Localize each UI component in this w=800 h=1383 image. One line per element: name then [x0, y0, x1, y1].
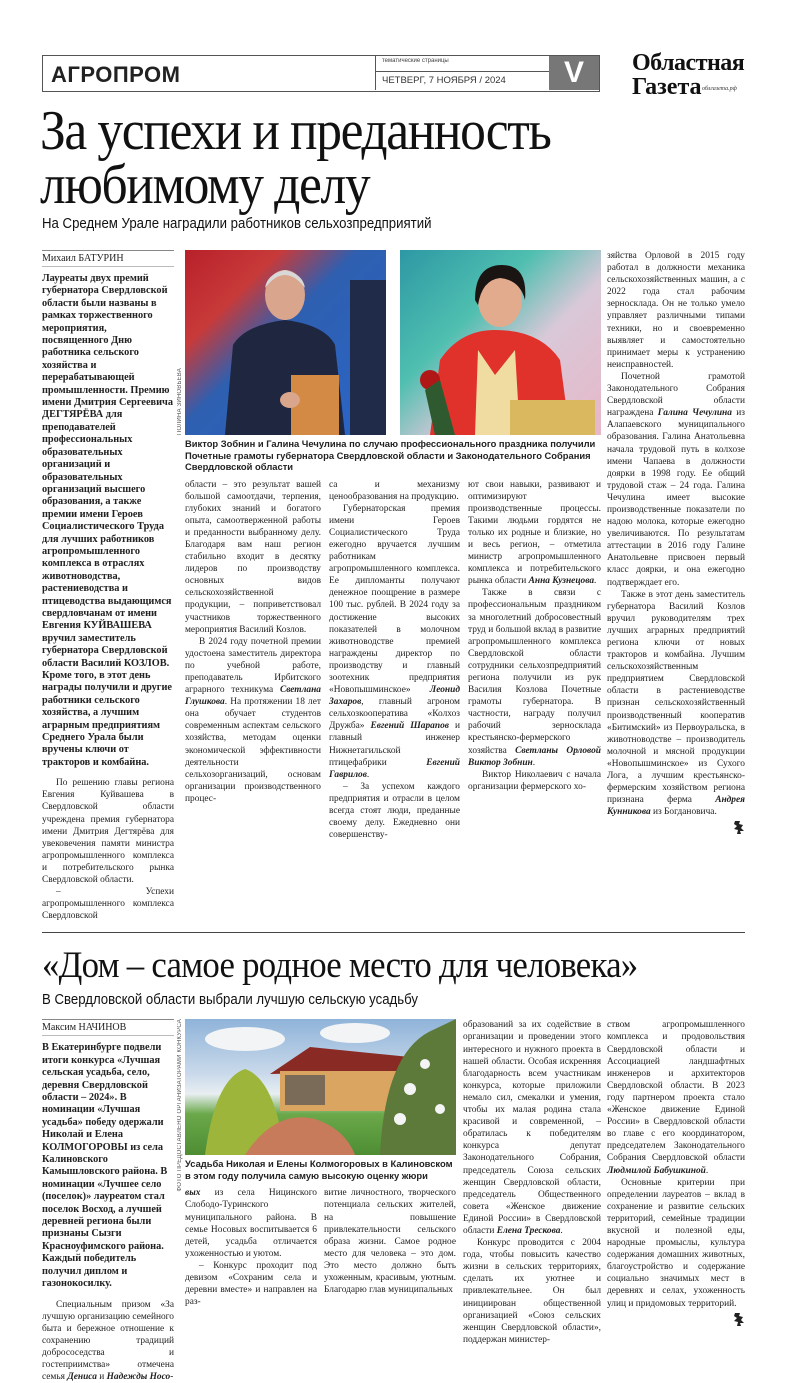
person-name: Дениса	[67, 1372, 97, 1382]
article1-column-1	[42, 777, 174, 922]
text-segment: .	[367, 770, 369, 780]
text-segment: ют свои навыки, развивают и оптимизируют производственные процессы. Такими людьми гордятся не только их родные и близкие, но и весь регион, – отметила министр агропромышленного комплекса и потребительского рынка области	[468, 480, 601, 587]
article2-body	[42, 1019, 745, 1383]
text-segment: Также в связи с профессиональным праздником за многолетний добросовестный труд и большой вклад в развитие агропромышленного комплекса Свердловской области сотрудники сельхозпредприятий региона получили из рук Василия Козлова Почетные грамоты губернатора. В частности, награду получил рабочий зерносклада крестьянско-фермерского хозяйства	[468, 588, 601, 755]
heraldic-end-mark-icon	[733, 1312, 745, 1327]
lead-paragraph: Лауреаты двух премий губернатора Свердловской области были названы в рамках торжественного мероприятия, посвященного Дню работника сельского хозяйства и перерабатывающей промышленности. Премию имени Дмитрия Сергеевича ДЕГТЯРЁВА для преподавателей профессиональных образовательных организаций и образовательных организаций высшего образования, а также премии имени Героев Социалистического Труда для лучших работников агропромышленного комплекса в отраслях животноводства, растениеводства и птицеводства выдающимся свердловчанам от имени Евгения КУЙВАШЕВА вручил заместитель губернатора Свердловской области Василий КОЗЛОВ. Кроме того, в этот день награды получили и другие работники сельского хозяйства, а лучшим аграрным предприятиям Среднего Урала были вручены ключи от тракторов и комбайна.	[42, 273, 174, 769]
text-segment: Основные критерии при определении лауреатов – вклад в сохранение и развитие сельских территорий, семейные традиции вкусной и полезной еды, народные промыслы, культура содержания домашних животных, благоустройство и содержание социально значимых мест в деревнях и селах, ухоженность улиц и придомовых территорий.	[607, 1178, 745, 1309]
text-segment: области – это результат вашей большой самоотдачи, терпения, глубоких знаний и богатого опыта, самоотверженной работы и преданности выбранному делу. Благодаря вам наш регион стабильно входит в десятку лидеров по производству основных видов сельскохозяйственной продукции, – поприветствовал участников торжественного мероприятия Василий Козлов.	[185, 480, 321, 635]
text-segment: . На протяжении 18 лет она обучает студентов современным аспектам сельского хозяйства, методам оценки экономической эффективности деятельности сельхозорганизаций, основам организации производственного процес-	[185, 697, 321, 804]
page-letter: V	[549, 56, 599, 90]
paragraph	[42, 886, 174, 922]
paragraph	[329, 479, 460, 503]
article2-photo-caption: Усадьба Николая и Елены Колмогоровых в Калиновском в этом году получила самую высокую оценку жюри	[185, 1158, 456, 1181]
person-name: Андрея Кунникова	[607, 795, 745, 817]
paragraph	[468, 479, 601, 588]
article-divider	[42, 932, 745, 933]
article2-column-1	[42, 1299, 174, 1383]
person-name: Галина Чечулина	[658, 408, 732, 418]
text-segment: – Конкурс проходит под девизом «Сохраним села и деревни вместе» и направлен на раз-	[185, 1261, 317, 1307]
paragraph	[607, 1177, 745, 1310]
person-name: Светлана Глушкова	[185, 685, 321, 707]
text-segment: са и механизму ценообразования на продукцию.	[329, 480, 460, 502]
paragraph	[607, 1019, 745, 1176]
text-segment: По решению главы региона Евгения Куйвашева в Свердловской области учреждена премия губернатора имени Дмитрия Дегтярёва для увековечения памяти министра агропромышленного комплекса и потребительского рынка Свердловской области.	[42, 778, 174, 885]
person-name: Леонид Захаров	[329, 685, 460, 707]
article2-caption-wrap	[185, 1158, 456, 1181]
text-segment: – За успехом каждого предприятия и отрасли в целом всегда стоят люди, преданные своему делу. Ежедневно они совершенству-	[329, 782, 460, 840]
photo-kolmogorov-estate	[185, 1019, 456, 1155]
paragraph	[185, 636, 321, 805]
lead-paragraph: В Екатеринбурге подвели итоги конкурса «Лучшая сельская усадьба, село, деревня Свердловской области – 2024». В номинации «Лучшая усадьба» победу одержали Николай и Елена КОЛМОГОРОВЫ из села Калиновского Камышловского района. В номинации «Лучшее село (поселок)» лауреатом стал поселок Восход, а лучшей деревней региона были признаны Сызги Красноуфимского района. Каждый победитель получил диплом и газонокосилку.	[42, 1042, 174, 1290]
paragraph	[42, 1299, 174, 1383]
text-segment: Также в этот день заместитель губернатора Василий Козлов вручил руководителям трех лучших аграрных предприятий региона ключи от новых тракторов и комбайна. Лучшим сельскохозяйственным предприятием Свердловской области в растениеводстве признан сельскохозяйственный производственный кооператив «Битимский» из Первоуральска, в животноводстве – производитель молочной и мясной продукции «Новопышминское» из Сухого Лога, а лучшим крестьянско-фермерским хозяйством региона признана ферма	[607, 590, 745, 806]
text-segment: Виктор Николаевич с начала организации фермерского хо-	[468, 770, 601, 792]
article1-title-line2: любимому делу	[40, 158, 551, 212]
photo-illustration-woman	[400, 250, 601, 435]
article1-column-3	[329, 479, 460, 842]
paragraph	[607, 589, 745, 819]
article1-end-row	[607, 820, 745, 840]
article1-author: Михаил БАТУРИН	[42, 250, 174, 267]
article2-credit-cell	[174, 1019, 185, 1155]
header-info	[375, 56, 550, 90]
text-segment: ством агропромышленного комплекса и продовольствия Свердловской области и Ассоциацией ландшафтных инженеров и архитекторов Свердловской области. В 2023 году партнером проекта стало «Женское движение Единой России» в Свердловской области во главе с его координатором, председателем Законодательного Собрания Свердловской области	[607, 1020, 745, 1163]
person-name: Надежды Носо-	[107, 1372, 174, 1382]
text-segment: Специальным призом «За лучшую организацию семейного быта и бережное отношение к сохранению традиций добрососедства и гостеприимства» отмечена семья	[42, 1300, 174, 1383]
article1-caption-wrap	[185, 438, 601, 473]
article2-lead	[42, 1042, 174, 1290]
article1-column-2	[185, 479, 321, 806]
article1-photos	[185, 250, 601, 435]
text-segment: .	[560, 1226, 562, 1236]
article2-photo-credit: ФОТО ПРЕДОСТАВЛЕНО ОРГАНИЗАТОРАМИ КОНКУРСА	[177, 1019, 183, 1191]
section-rubric: АГРОПРОМ	[51, 62, 181, 88]
paragraph	[468, 769, 601, 793]
paragraph	[329, 781, 460, 841]
article1-title-line1: За успехи и преданность	[40, 104, 551, 158]
article2-column-5	[607, 1019, 745, 1309]
person-name: Елена Трескова	[497, 1226, 561, 1236]
newspaper-logo-line1: Областная	[632, 50, 744, 77]
text-segment: зяйства Орловой в 2015 году работал в должности механика сельскохозяйственных машин, а с 2022 года стал рабочим зерносклада. Он не только умело управляет различными типами техники, но и своевременно выявляет и самостоятельно принимает меры к устранению неисправностей.	[607, 251, 745, 370]
article1-lead	[42, 273, 174, 769]
article2-end-row	[607, 1312, 745, 1332]
article1-body	[42, 250, 745, 922]
article2-left-column	[42, 1019, 174, 1383]
article2-title: «Дом – самое родное место для человека»	[42, 945, 703, 987]
section-header	[42, 55, 600, 92]
text-segment: витие личностного, творческого потенциала сельских жителей, на повышение привлекательности сельского образа жизни. Самое родное место для человека – это дом. Это место должно быть ухоженным, красивым, уютным. Благодарю глав муниципальных	[324, 1188, 456, 1295]
person-name: Евгений Гаврилов	[329, 758, 460, 780]
person-name: Анна Кузнецова	[529, 576, 594, 586]
paragraph	[607, 371, 745, 589]
text-segment: и главный инженер Нижнетагильской птицефабрики	[329, 721, 460, 767]
text-segment: , главный агроном сельхозкооператива «Колхоз Дружба»	[329, 697, 460, 731]
person-name: вых	[185, 1188, 200, 1198]
person-name: Светланы Орловой Виктор Зобнин	[468, 746, 601, 768]
article2-middle	[185, 1019, 456, 1308]
article2-column-3	[324, 1187, 456, 1296]
paragraph	[185, 1260, 317, 1308]
text-segment: .	[533, 758, 535, 768]
issue-date: ЧЕТВЕРГ, 7 НОЯБРЯ / 2024	[382, 75, 506, 86]
text-segment: В 2024 году почетной премии удостоена заместитель директора по учебной работе, преподаватель Ирбитского аграрного техникума	[185, 637, 321, 695]
newspaper-logo-line2: Газета	[632, 74, 702, 101]
text-segment: – Успехи агропромышленного комплекса Свердловской	[42, 887, 174, 921]
article2-column-2	[185, 1187, 317, 1308]
paragraph	[324, 1187, 456, 1296]
article1-left-column	[42, 250, 174, 922]
text-segment: из Алапаевского муниципального образования. Галина Анатольевна начала трудовой путь в колхозе имени Чапаева в должности доярки в 1998 году. Ее общий трудовой стаж – 24 года. Галина Чечулина имеет высокие производственные показатели по надою молока, которые ежегодно увеличиваются. По результатам аттестации в 2016 году Галине Анатольевне присвоен первый класс доярки, и она ежегодно подтверждает его.	[607, 408, 745, 587]
text-segment: Почетной грамотой Законодательного Собрания Свердловской области награждена	[607, 372, 745, 418]
article2-column-4	[463, 1019, 601, 1346]
text-segment: .	[706, 1166, 708, 1176]
article1-middle	[185, 250, 601, 841]
article2-right-column	[607, 1019, 745, 1331]
text-segment: из Богдановича.	[651, 807, 717, 817]
paragraph	[185, 1187, 317, 1260]
section-note: тематические страницы	[382, 58, 449, 64]
article1-column-5	[607, 250, 745, 818]
newspaper-url: облгазета.рф	[702, 86, 737, 92]
article1-photo-credit: ПОЛИНА ЗИНОВЬЕВА	[177, 368, 183, 435]
article1-title	[40, 104, 551, 212]
person-name: Людмилой Бабушкиной	[607, 1166, 706, 1176]
paragraph	[329, 503, 460, 781]
paragraph	[463, 1237, 601, 1346]
article1-right-column	[607, 250, 745, 840]
photo-viktor-zobnin	[185, 250, 386, 435]
paragraph	[42, 777, 174, 886]
photo-illustration-man	[185, 250, 386, 435]
article1-credit-cell	[174, 250, 185, 435]
person-name: Евгений Шарапов	[371, 721, 449, 731]
paragraph	[607, 250, 745, 371]
text-segment: образований за их содействие в организации и проведении этого интересного и нужного проекта в нашей области. Особая искренняя благодарность всем участникам конкурса, которые приложили немало сил, смекалки и умения, чтобы их малая родина стала красивой и современной, – обратилась к победителям конкурса депутат Законодательного Собрания, председатель Союза сельских женщин Свердловской области, председатель Общественного совета «Женское движение Единой России» в Свердловской области	[463, 1020, 601, 1236]
photo-illustration-house	[185, 1019, 456, 1155]
header-divider	[376, 71, 550, 72]
paragraph	[463, 1019, 601, 1237]
text-segment: из села Ницинского Слободо-Туринского муниципального района. В семье Носовых воспитывается 6 детей, усадьба отличается ухоженностью и уютом.	[185, 1188, 317, 1258]
article2-lower-columns	[185, 1187, 456, 1308]
page-body	[42, 250, 745, 1383]
article2-subtitle: В Свердловской области выбрали лучшую сельскую усадьбу	[42, 991, 661, 1009]
paragraph	[468, 587, 601, 768]
text-segment: Конкурс проводится с 2004 года, чтобы повысить качество жизни в сельских территориях, сделать их уютнее и привлекательнее. Он был инициирован общественной организацией «Союз сельских женщин Свердловской области», поддержан министер-	[463, 1238, 601, 1345]
paragraph	[185, 479, 321, 636]
text-segment: Губернаторская премия имени Героев Социалистического Труда ежегодно вручается лучшим работникам агропромышленного комплекса. Ее дипломанты получают денежное поощрение в размере 100 тыс. рублей. В 2024 году за достижение высоких показателей в молочном животноводстве премией награждены директор по производству и главный зоотехник предприятия «Новопышминское»	[329, 504, 460, 695]
text-segment: и	[97, 1372, 107, 1382]
article1-lower-columns	[185, 479, 601, 842]
article2-author: Максим НАЧИНОВ	[42, 1019, 174, 1036]
article1-column-4	[468, 479, 601, 793]
heraldic-end-mark-icon	[733, 820, 745, 835]
article1-photo-caption: Виктор Зобнин и Галина Чечулина по случаю профессионального праздника получили Почетные грамоты губернатора Свердловской области и Законодательного Собрания Свердловской области	[185, 438, 601, 473]
article1-subtitle: На Среднем Урале наградили работников сельхозпредприятий	[42, 215, 431, 233]
text-segment: .	[594, 576, 596, 586]
photo-galina-chechulina	[400, 250, 601, 435]
